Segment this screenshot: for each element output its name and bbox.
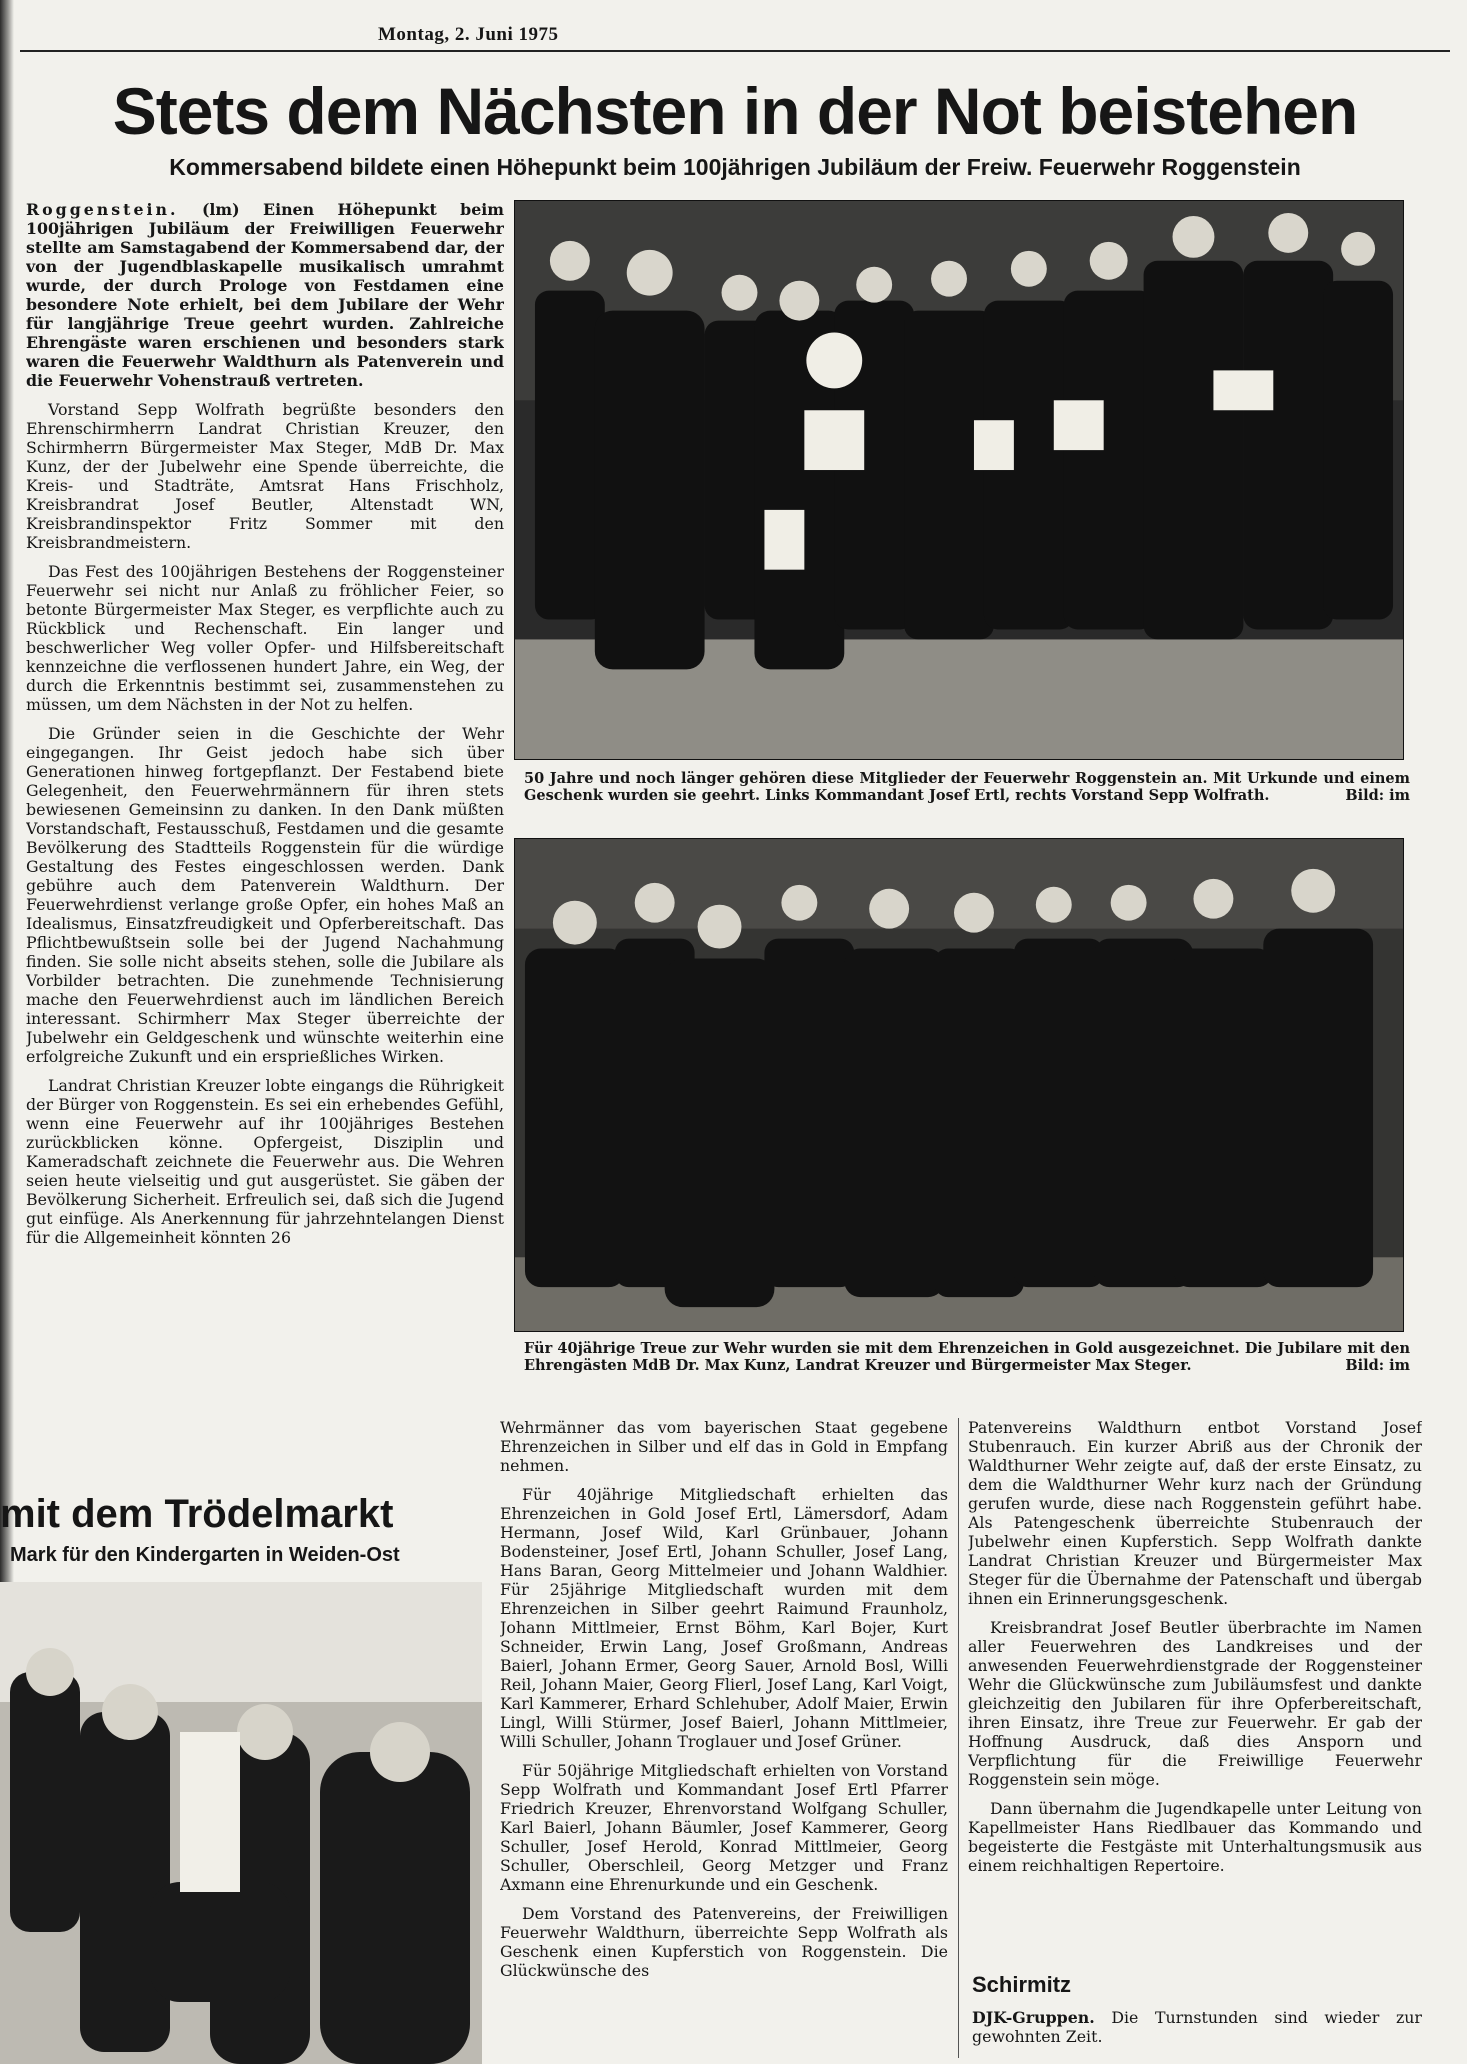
- schirmitz-body: [972, 2008, 1422, 2046]
- second-article-headline: mit dem Trödelmarkt: [0, 1492, 394, 1536]
- paragraph: Für 40jährige Mitgliedschaft erhielten das Ehrenzeichen in Gold Josef Ertl, Lämersdorf, Adam Hermann, Josef Wild, Karl Grünbauer, Johann Bodensteiner, Josef Ertl, Johann Schuller, Josef Lang, Hans Baran, Georg Mittelmeier und Johann Waldhier. Für 25jährige Mitgliedschaft wurden mit dem Ehrenzeichen in Silber geehrt Raimund Fraunholz, Johann Mittlmeier, Ernst Böhm, Karl Bojer, Kurt Schneider, Erwin Lang, Josef Großmann, Andreas Baierl, Johann Ermer, Georg Sauer, Arnold Bosl, Willi Reil, Johann Maier, Georg Flierl, Josef Lang, Karl Voigt, Karl Kammerer, Erhard Schlehuber, Adolf Maier, Erwin Lingl, Willi Stürmer, Josef Baierl, Johann Mittlmeier, Willi Schuller, Johann Troglauer und Josef Grüner.: [500, 1485, 948, 1751]
- second-article-subheadline: Mark für den Kindergarten in Weiden-Ost: [10, 1544, 400, 1566]
- photo-image: [515, 839, 1403, 1331]
- paragraph: Für 50jährige Mitgliedschaft erhielten von Vorstand Sepp Wolfrath und Kommandant Josef Ertl Pfarrer Friedrich Kreuzer, Ehrenvorstand Wolfgang Schuller, Karl Baierl, Johann Bäumler, Josef Kammerer, Georg Schuller, Josef Herold, Konrad Mittlmeier, Georg Schuller, Oberschleil, Georg Metzger und Franz Axmann eine Ehrenurkunde und ein Geschenk.: [500, 1761, 948, 1894]
- subheadline: Kommersabend bildete einen Höhepunkt beim 100jährigen Jubiläum der Freiw. Feuerwehr Roggenstein: [169, 154, 1301, 180]
- paragraph: Wehrmänner das vom bayerischen Staat gegebene Ehrenzeichen in Silber und elf das in Gold in Empfang nehmen.: [500, 1418, 948, 1475]
- article-column-left: [26, 200, 504, 1472]
- group-photo-gold-honorees: [514, 838, 1404, 1332]
- photo2-caption: [524, 1340, 1410, 1374]
- flea-market-photo: [0, 1582, 482, 2064]
- paragraph: Landrat Christian Kreuzer lobte eingangs die Rührigkeit der Bürger von Roggenstein. Es sei ein erhebendes Gefühl, wenn eine Feuerwehr auf ihr 100jähriges Bestehen zurückblicken könne. Opfergeist, Disziplin und Kameradschaft zeichnete die Feuerwehr aus. Die Wehren seien heute vielseitig und gut ausgerüstet. Sie gäben der Bevölkerung Sicherheit. Erfreulich sei, daß sich die Jugend gut einfüge. Als Anerkennung für jahrzehntelangen Dienst für die Allgemeinheit könnten 26: [26, 1076, 504, 1247]
- article-column-right: [968, 1418, 1422, 1978]
- paragraph: Vorstand Sepp Wolfrath begrüßte besonders den Ehrenschirmherrn Landrat Christian Kreuzer, den Schirmherrn Bürgermeister Max Steger, MdB Dr. Max Kunz, der der Jubelwehr eine Spende überreichte, die Kreis- und Stadträte, Amtsrat Hans Frischholz, Kreisbrandrat Josef Beutler, Altenstadt WN, Kreisbrandinspektor Fritz Sommer mit den Kreisbrandmeistern.: [26, 400, 504, 552]
- paragraph: Dem Vorstand des Patenvereins, der Freiwilligen Feuerwehr Waldthurn, überreichte Sepp Wolfrath als Geschenk einen Kupferstich von Roggenstein. Die Glückwünsche des: [500, 1904, 948, 1980]
- headline: Stets dem Nächsten in der Not beistehen: [112, 74, 1358, 148]
- schirmitz-heading: Schirmitz: [972, 1972, 1072, 1997]
- lead-text: (lm) Einen Höhepunkt beim 100jährigen Jubiläum der Freiwilligen Feuerwehr stellte am Samstagabend der Kommersabend dar, der von der Jugendblaskapelle musikalisch umrahmt wurde, der durch Prologe von Festdamen eine besondere Note erhielt, bei dem Jubilare der Wehr für langjährige Treue geehrt wurden. Zahlreiche Ehrengäste waren erschienen und besonders stark waren die Feuerwehr Waldthurn als Patenverein und die Feuerwehr Vohenstrauß vertreten.: [26, 200, 504, 390]
- photo1-caption: [524, 770, 1410, 804]
- photo-image: [0, 1582, 482, 2064]
- paragraph: Patenvereins Waldthurn entbot Vorstand Josef Stubenrauch. Ein kurzer Abriß aus der Chronik der Waldthurner Wehr zeigte auf, daß der erste Einsatz, zu dem die Waldthurner Wehr kurz nach der Gründung gerufen wurde, diese nach Roggenstein geführt habe. Als Patengeschenk überreichte Stubenrauch der Jubelwehr einen Kupferstich. Sepp Wolfrath dankte Landrat Christian Kreuzer und Bürgermeister Max Steger für die Übernahme der Patenschaft und übergab ihnen ein Erinnerungsgeschenk.: [968, 1418, 1422, 1608]
- header-rule: [20, 50, 1450, 52]
- paragraph: Das Fest des 100jährigen Bestehens der Roggensteiner Feuerwehr sei nicht nur Anlaß zu fröhlicher Feier, so betonte Bürgermeister Max Steger, es verpflichte auch zu Rückblick und Rechenschaft. Ein langer und beschwerlicher Weg voller Opfer- und Hilfsbereitschaft kennzeichne die verflossenen hundert Jahre, ein Weg, der durch die Erkenntnis bestimmt sei, zusammenstehen zu müssen, um dem Nächsten in der Not zu helfen.: [26, 562, 504, 714]
- schirmitz-lead: DJK-Gruppen.: [972, 2008, 1095, 2027]
- paragraph: Dann übernahm die Jugendkapelle unter Leitung von Kapellmeister Hans Riedlbauer das Kommando und begeisterte die Festgäste mit Unterhaltungsmusik aus einem reichhaltigen Repertoire.: [968, 1799, 1422, 1875]
- paragraph: Die Gründer seien in die Geschichte der Wehr eingegangen. Ihr Geist jedoch habe sich über Generationen hinweg fortgepflanzt. Der Festabend biete Gelegenheit, den Feuerwehrmännern für ihren stets bewiesenen Gemeinsinn zu danken. In den Dank müßten Vorstandschaft, Festausschuß, Festdamen und die gesamte Bevölkerung des Stadtteils Roggenstein für die würdige Gestaltung des Festes eingeschlossen werden. Dank gebühre auch dem Patenverein Waldthurn. Der Feuerwehrdienst verlange große Opfer, ein hohes Maß an Idealismus, Einsatzfreudigkeit und Opferbereitschaft. Das Pflichtbewußtsein solle bei der Jugend Nachahmung finden. Sie solle nicht abseits stehen, solle die Jubilare als Vorbilder betrachten. Die zunehmende Technisierung mache den Feuerwehrdienst auch im ländlichen Bereich interessant. Schirmherr Max Steger überreichte der Jubelwehr ein Geldgeschenk und wünschte weiterhin eine erfolgreiche Zukunft und ein ersprießliches Wirken.: [26, 724, 504, 1066]
- caption-text: Für 40jährige Treue zur Wehr wurden sie mit dem Ehrenzeichen in Gold ausgezeichnet. Die Jubilare mit den Ehrengästen MdB Dr. Max Kunz, Landrat Kreuzer und Bürgermeister Max Steger.: [524, 1340, 1410, 1374]
- paragraph: Kreisbrandrat Josef Beutler überbrachte im Namen aller Feuerwehren des Landkreises und der anwesenden Feuerwehrdienstgrade der Roggensteiner Wehr die Glückwünsche zum Jubiläumsfest und dankte gleichzeitig den Jubilaren für ihre Opferbereitschaft, ihren Einsatz, ihre Treue zur Feuerwehr. Er gab der Hoffnung Ausdruck, daß dies Ansporn und Verpflichtung für die Freiwillige Feuerwehr Roggenstein sein möge.: [968, 1618, 1422, 1789]
- article-column-middle: [500, 1418, 948, 2064]
- caption-text: 50 Jahre und noch länger gehören diese Mitglieder der Feuerwehr Roggenstein an. Mit Urkunde und einem Geschenk wurden sie geehrt. Links Kommandant Josef Ertl, rechts Vorstand Sepp Wolfrath.: [524, 770, 1410, 804]
- photo-credit: Bild: im: [1345, 1357, 1410, 1374]
- dateline-place: Roggenstein.: [26, 200, 179, 219]
- group-photo-honorees: [514, 200, 1404, 760]
- photo-credit: Bild: im: [1345, 787, 1410, 804]
- dateline: Montag, 2. Juni 1975: [378, 24, 559, 45]
- schirmitz-text: Die Turnstunden sind wieder zur gewohnten Zeit.: [972, 2008, 1422, 2046]
- lead-paragraph: [26, 200, 504, 390]
- photo-image: [515, 201, 1403, 759]
- column-divider: [958, 1418, 959, 2058]
